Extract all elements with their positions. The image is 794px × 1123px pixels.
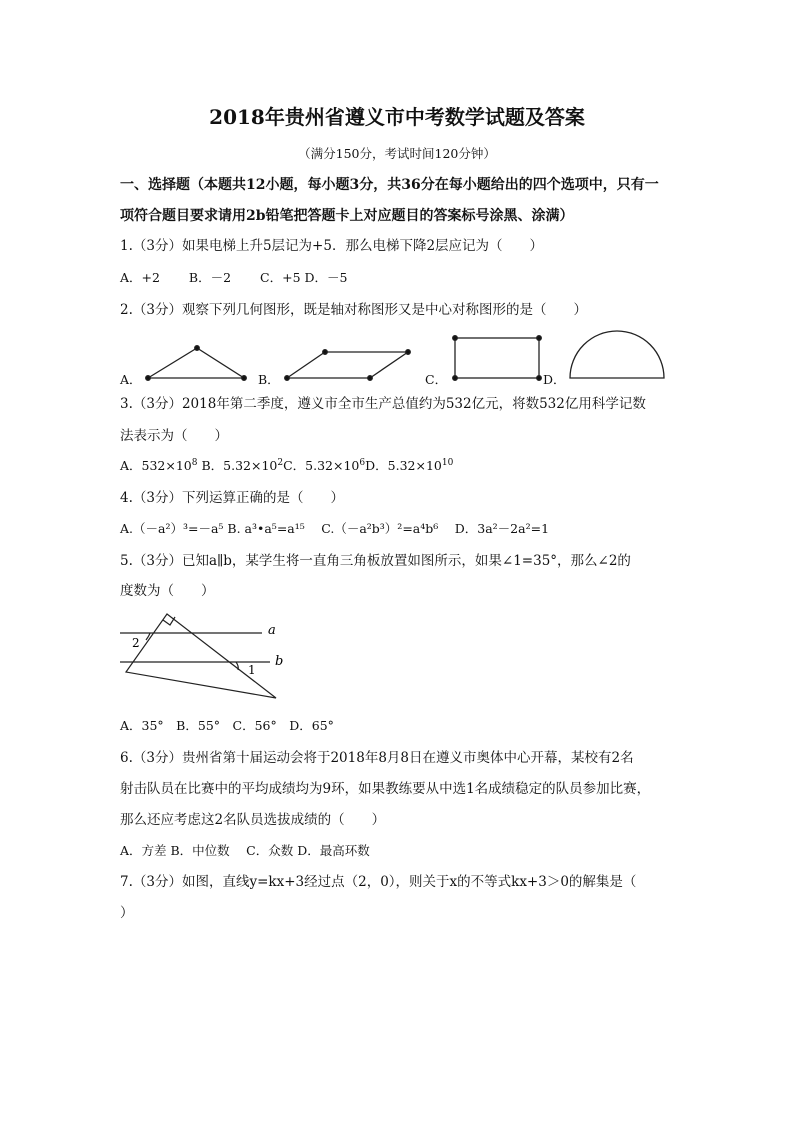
question-4-options: A.（－a²）³=－a⁵ B. a³•a⁵=a¹⁵ C.（－a²b³）²=a⁴b⁶ D．3a²－2a²=1 bbox=[120, 521, 550, 536]
line-b-label: b bbox=[275, 654, 284, 669]
question-6-options: A．方差 B．中位数 C．众数 D．最高环数 bbox=[120, 843, 370, 858]
question-3-stem-line1: 3.（3分）2018年第二季度，遵义市全市生产总值约为532亿元，将数532亿用科学记数 bbox=[120, 396, 646, 412]
question-2-stem: 2.（3分）观察下列几何图形，既是轴对称图形又是中心对称图形的是（ ） bbox=[120, 302, 587, 318]
question-2-option-b-label: B． bbox=[258, 372, 280, 387]
question-2-option-c-label: C． bbox=[425, 372, 448, 387]
angle-1-arc bbox=[236, 662, 238, 670]
question-5-options: A．35° B．55° C．56° D．65° bbox=[120, 718, 334, 733]
question-5-stem-line1: 5.（3分）已知a∥b，某学生将一直角三角板放置如图所示，如果∠1=35°，那么∠2的 bbox=[120, 553, 631, 569]
question-1-options: A．+2 B．－2 C．+5 D．－5 bbox=[120, 270, 348, 285]
section-heading-line1: 一、选择题（本题共12小题，每小题3分，共36分在每小题给出的四个选项中，只有一 bbox=[120, 177, 659, 193]
question-1-stem: 1.（3分）如果电梯上升5层记为+5．那么电梯下降2层应记为（ ） bbox=[120, 238, 544, 254]
question-6-line1: 6.（3分）贵州省第十届运动会将于2018年8月8日在遵义市奥体中心开幕，某校有2名 bbox=[120, 750, 634, 766]
set-square-triangle bbox=[126, 614, 276, 698]
question-2-option-d-label: D． bbox=[543, 372, 566, 387]
question-7-line2: ） bbox=[120, 905, 134, 921]
question-2-option-a-label: A． bbox=[120, 372, 142, 387]
question-3-options: A．$532\times 10^8$ B．$5.32\times 10^2C$．$5.32\times 10^6D$．$5.32\times 10^{10}$ bbox=[120, 458, 454, 473]
question-6-line2: 射击队员在比赛中的平均成绩均为9环，如果教练要从中选1名成绩稳定的队员参加比赛， bbox=[120, 781, 651, 797]
question-6-line3: 那么还应考虑这2名队员选拔成绩的（ ） bbox=[120, 812, 386, 828]
angle-2-label: 2 bbox=[132, 636, 140, 650]
exam-info: （满分150分，考试时间120分钟） bbox=[298, 146, 496, 161]
question-7-line1: 7.（3分）如图，直线y=kx+3经过点（2，0），则关于x的不等式kx+3＞0的解集是（ bbox=[120, 874, 637, 890]
question-5-stem-line2: 度数为（ ） bbox=[120, 583, 215, 599]
question-3-stem-line2: 法表示为（ ） bbox=[120, 428, 228, 444]
section-heading-line2: 项符合题目要求请用2b铅笔把答题卡上对应题目的答案标号涂黑、涂满） bbox=[120, 208, 574, 224]
page-title: 2018年贵州省遵义市中考数学试题及答案 bbox=[209, 105, 585, 129]
angle-1-label: 1 bbox=[248, 663, 256, 677]
question-4-stem: 4.（3分）下列运算正确的是（ ） bbox=[120, 490, 344, 506]
line-a-label: a bbox=[268, 623, 276, 638]
